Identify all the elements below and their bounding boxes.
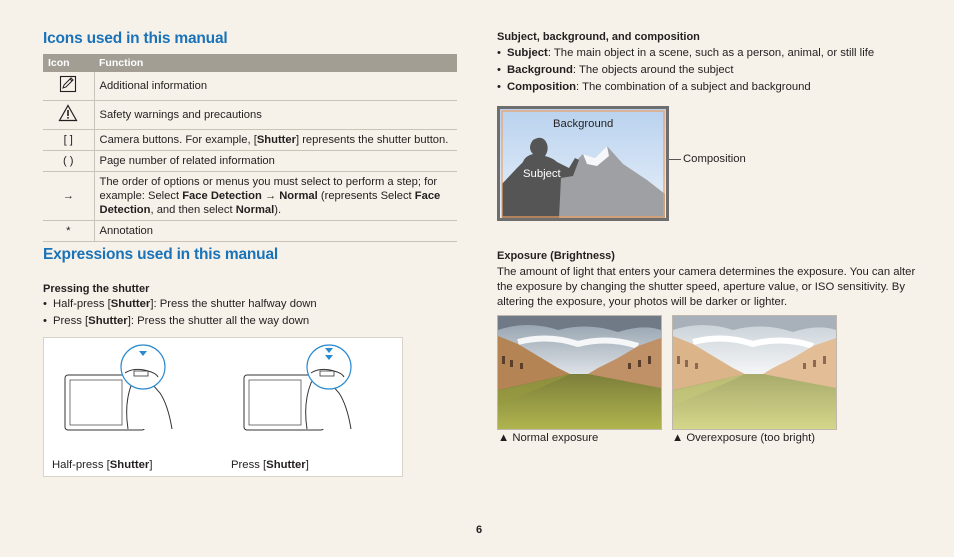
expressions-section-title: Expressions used in this manual [43,246,278,263]
icons-table-row [43,151,457,172]
pressing-list [43,297,443,329]
note-icon [43,72,94,101]
function-cell: Additional information [94,72,457,101]
warning-icon [43,101,94,130]
function-cell: The order of options or menus you must select to perform a step; for example: Select Face Detection → Normal (represents Select Face Detection, and then select Normal). [94,172,457,221]
function-column-header: Function [94,54,457,72]
icons-table-row [43,221,457,242]
icons-table-row [43,72,457,101]
composition-leader-line [669,159,681,160]
icon-symbol: → [43,172,94,221]
composition-label: Composition [683,153,746,165]
exposure-text: The amount of light that enters your camera determines the exposure. You can alter the exposure by changing the shutter speed, aperture value, or ISO sensitivity. By altering the exposure, your photos will be darker or lighter. [497,266,916,308]
background-label: Background [553,118,614,130]
icons-table-row [43,130,457,151]
shutter-figure [43,337,403,477]
function-cell: Camera buttons. For example, [Shutter] represents the shutter button. [94,130,457,151]
composition-diagram [497,106,669,221]
half-press-illustration [62,343,194,443]
function-cell: Page number of related information [94,151,457,172]
pressing-shutter-title: Pressing the shutter [43,283,150,295]
function-cell: Safety warnings and precautions [94,101,457,130]
overexposure-photo [672,315,837,430]
full-press-illustration [241,343,373,443]
icon-symbol: * [43,221,94,242]
normal-exposure-photo [497,315,662,430]
normal-exposure-caption: ▲ Normal exposure [498,432,599,444]
subject-item: • Subject: The main object in a scene, such as a person, animal, or still life [497,45,917,62]
page-number: 6 [476,524,483,536]
press-caption: Press [Shutter] [231,459,309,471]
composition-list [497,45,917,96]
icons-table-row [43,172,457,221]
icon-symbol: ( ) [43,151,94,172]
icon-symbol: [ ] [43,130,94,151]
function-cell: Annotation [94,221,457,242]
icons-table [43,54,457,242]
half-press-item: • Half-press [Shutter]: Press the shutter halfway down [43,297,443,312]
composition-section-title: Subject, background, and composition [497,31,700,43]
icons-table-header [43,54,457,72]
icons-table-row [43,101,457,130]
overexposure-caption: ▲ Overexposure (too bright) [672,432,816,444]
exposure-section-title: Exposure (Brightness) [497,250,615,262]
half-press-caption: Half-press [Shutter] [52,459,153,471]
icon-column-header: Icon [43,54,94,72]
icons-section-title: Icons used in this manual [43,30,228,47]
composition-item: • Composition: The combination of a subject and background [497,79,917,96]
subject-label: Subject [523,168,561,180]
press-item: • Press [Shutter]: Press the shutter all the way down [43,314,443,329]
background-item: • Background: The objects around the subject [497,62,917,79]
